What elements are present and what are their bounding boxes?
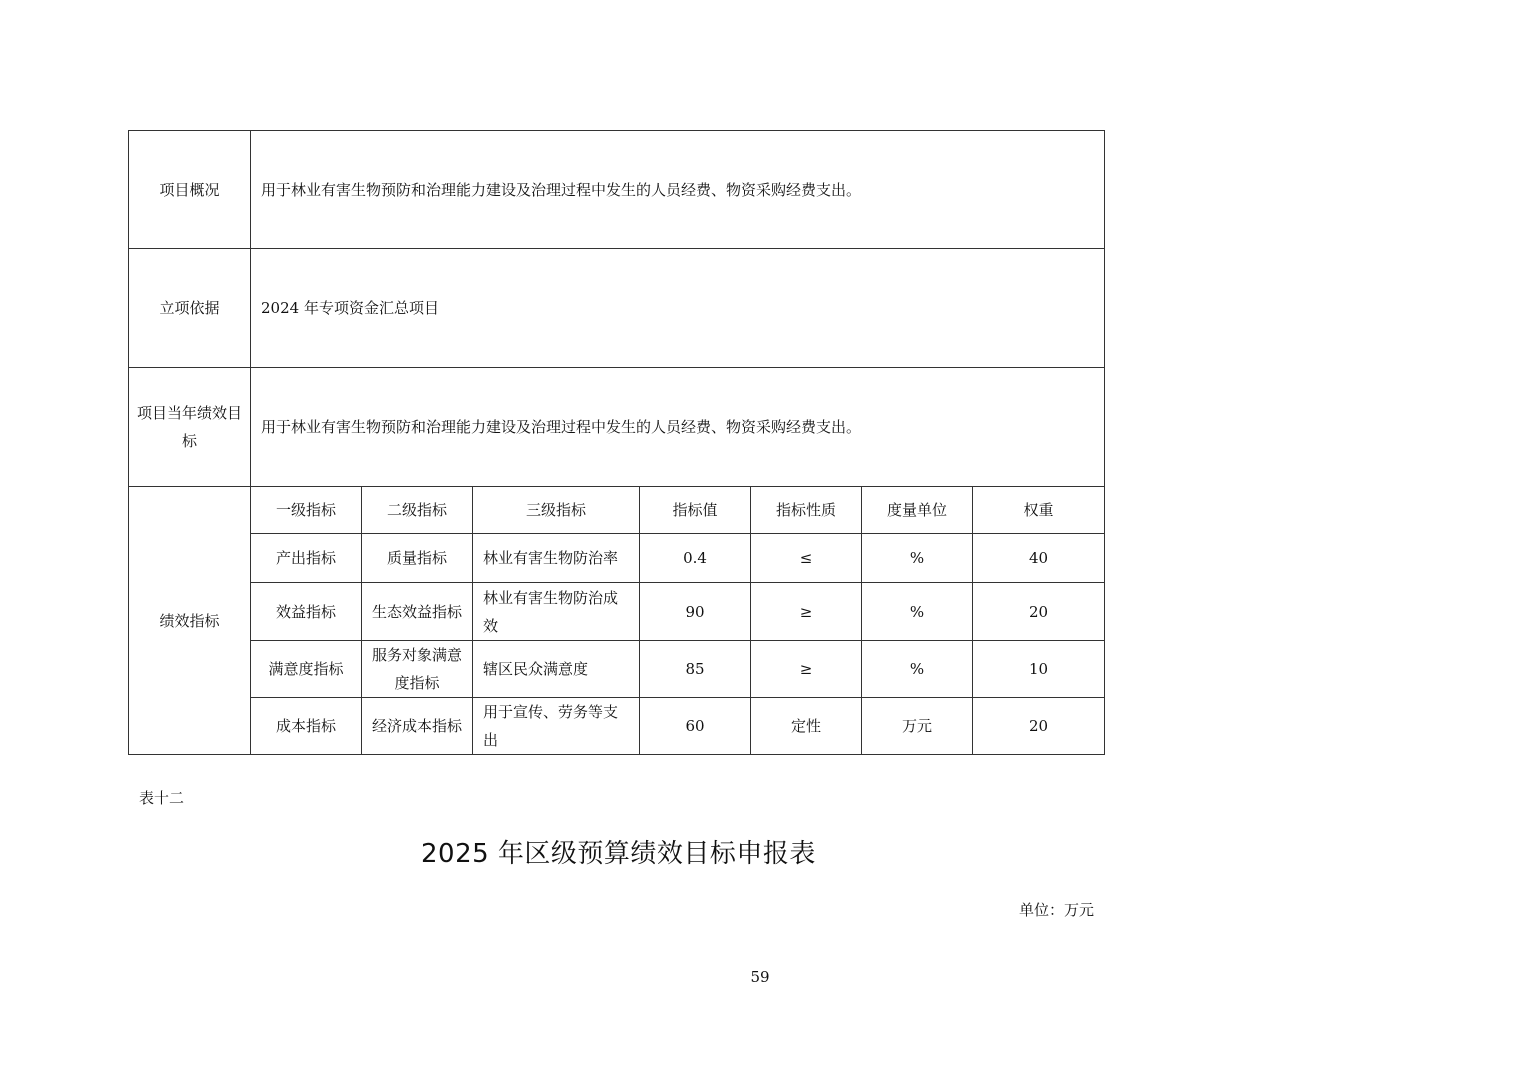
row1-value: 0.4: [640, 534, 751, 583]
row4-unit: 万元: [862, 698, 973, 755]
unit-label: 单位：万元: [1018, 901, 1094, 919]
row3-value: 85: [640, 641, 751, 698]
goal-text: 用于林业有害生物预防和治理能力建设及治理过程中发生的人员经费、物资采购经费支出。: [251, 368, 1105, 487]
row1-unit: %: [862, 534, 973, 583]
row3-level1: 满意度指标: [251, 641, 362, 698]
row2-unit: %: [862, 583, 973, 641]
row2-level2: 生态效益指标: [362, 583, 473, 641]
row3-weight: 10: [973, 641, 1105, 698]
header-level2: 二级指标: [362, 487, 473, 534]
row2-level3: 林业有害生物防治成效: [473, 583, 640, 641]
overview-label: 项目概况: [129, 131, 251, 249]
row2-weight: 20: [973, 583, 1105, 641]
performance-target-table: [128, 130, 1105, 755]
page-number: 59: [750, 968, 770, 986]
row2-level1: 效益指标: [251, 583, 362, 641]
table-row: [129, 583, 1105, 641]
overview-row: [129, 131, 1105, 249]
table-row: [129, 641, 1105, 698]
row3-level3: 辖区民众满意度: [473, 641, 640, 698]
basis-row: [129, 249, 1105, 368]
goal-row: [129, 368, 1105, 487]
header-level3: 三级指标: [473, 487, 640, 534]
row2-value: 90: [640, 583, 751, 641]
row3-nature: ≥: [751, 641, 862, 698]
indicator-header-row: [129, 487, 1105, 534]
header-value: 指标值: [640, 487, 751, 534]
row4-weight: 20: [973, 698, 1105, 755]
table-row: [129, 698, 1105, 755]
header-weight: 权重: [973, 487, 1105, 534]
row3-unit: %: [862, 641, 973, 698]
header-unit: 度量单位: [862, 487, 973, 534]
row1-nature: ≤: [751, 534, 862, 583]
page-title: 2025 年区级预算绩效目标申报表: [421, 839, 816, 869]
row2-nature: ≥: [751, 583, 862, 641]
row4-level2: 经济成本指标: [362, 698, 473, 755]
row4-value: 60: [640, 698, 751, 755]
row4-nature: 定性: [751, 698, 862, 755]
row1-weight: 40: [973, 534, 1105, 583]
table-number: 表十二: [139, 789, 185, 807]
row1-level2: 质量指标: [362, 534, 473, 583]
table-row: [129, 534, 1105, 583]
indicators-label: 绩效指标: [129, 487, 251, 755]
row3-level2: 服务对象满意度指标: [362, 641, 473, 698]
goal-label: 项目当年绩效目标: [129, 368, 251, 487]
row4-level1: 成本指标: [251, 698, 362, 755]
header-level1: 一级指标: [251, 487, 362, 534]
row4-level3: 用于宣传、劳务等支出: [473, 698, 640, 755]
row1-level1: 产出指标: [251, 534, 362, 583]
row1-level3: 林业有害生物防治率: [473, 534, 640, 583]
header-nature: 指标性质: [751, 487, 862, 534]
overview-text: 用于林业有害生物预防和治理能力建设及治理过程中发生的人员经费、物资采购经费支出。: [251, 131, 1105, 249]
basis-label: 立项依据: [129, 249, 251, 368]
basis-text: 2024 年专项资金汇总项目: [251, 249, 1105, 368]
